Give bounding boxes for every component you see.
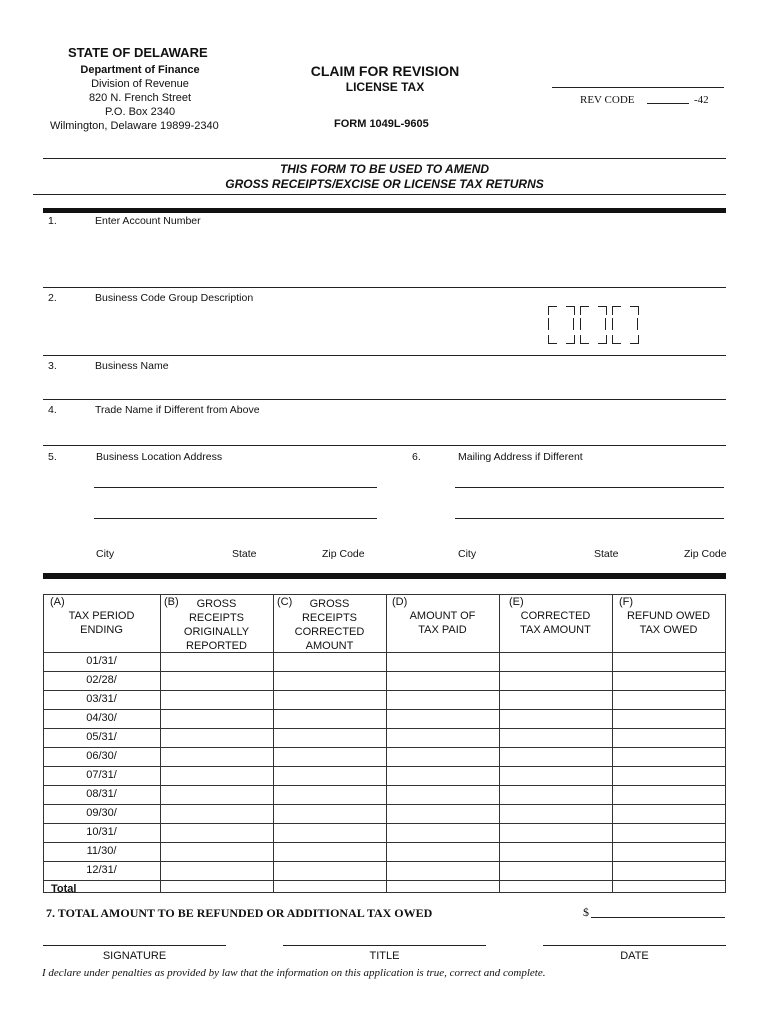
state-title: STATE OF DELAWARE [68, 45, 208, 60]
amount-cell[interactable] [161, 729, 272, 746]
amount-cell[interactable] [500, 786, 611, 803]
period-label: 12/31/ [86, 864, 117, 876]
amount-cell[interactable] [500, 767, 611, 784]
amount-cell[interactable] [274, 729, 385, 746]
amount-cell[interactable] [613, 653, 724, 670]
account-number-label: Enter Account Number [95, 215, 201, 227]
signature-label: SIGNATURE [102, 950, 167, 962]
amount-cell[interactable] [500, 843, 611, 860]
col-d-letter: (D) [392, 596, 408, 608]
business-location-label: Business Location Address [96, 451, 223, 463]
amount-cell[interactable] [274, 672, 385, 689]
col-f-header: REFUND OWED TAX OWED [626, 610, 711, 636]
field-4-number: 4. [48, 404, 57, 416]
title-line[interactable] [283, 945, 486, 946]
period-label: 01/31/ [86, 655, 117, 667]
date-label: DATE [620, 950, 649, 962]
account-number-input[interactable] [200, 214, 720, 284]
period-label: 09/30/ [86, 807, 117, 819]
amount-cell[interactable] [387, 672, 498, 689]
row-rule-1 [43, 287, 726, 288]
mailing-state-label: State [594, 548, 619, 560]
row-rule-2 [43, 355, 726, 356]
amount-cell[interactable] [161, 805, 272, 822]
business-name-label: Business Name [95, 360, 169, 372]
amount-cell[interactable] [274, 805, 385, 822]
amount-cell[interactable] [274, 710, 385, 727]
business-code-label: Business Code Group Description [95, 292, 254, 304]
period-label: 07/31/ [86, 769, 117, 781]
amount-cell[interactable] [161, 786, 272, 803]
amount-cell[interactable] [387, 805, 498, 822]
amount-cell[interactable] [500, 881, 611, 898]
declaration-text: I declare under penalties as provided by law that the information on this application is true, correct and complete. [42, 967, 546, 979]
location-address-line-1[interactable] [94, 487, 377, 488]
amount-cell[interactable] [387, 786, 498, 803]
mailing-address-label: Mailing Address if Different [458, 451, 583, 463]
amount-cell[interactable] [161, 710, 272, 727]
amount-cell[interactable] [500, 710, 611, 727]
rev-code-suffix: -42 [694, 94, 709, 106]
amount-cell[interactable] [274, 843, 385, 860]
field-1-number: 1. [48, 215, 57, 227]
col-e-header: CORRECTED TAX AMOUNT [520, 610, 591, 636]
amount-cell[interactable] [387, 691, 498, 708]
period-label: 08/31/ [86, 788, 117, 800]
period-label: 10/31/ [86, 826, 117, 838]
amount-cell[interactable] [613, 710, 724, 727]
amount-cell[interactable] [500, 805, 611, 822]
rev-code-field[interactable] [647, 103, 689, 104]
division-name: Division of Revenue [91, 78, 189, 90]
notice-line-1: THIS FORM TO BE USED TO AMEND [279, 162, 490, 176]
amount-cell[interactable] [161, 843, 272, 860]
amount-cell[interactable] [274, 767, 385, 784]
amount-cell[interactable] [161, 767, 272, 784]
col-d-header: AMOUNT OF TAX PAID [409, 610, 476, 636]
amount-cell[interactable] [161, 653, 272, 670]
field-2-number: 2. [48, 292, 57, 304]
period-label: 05/31/ [86, 731, 117, 743]
col-f-letter: (F) [619, 596, 634, 608]
amount-cell[interactable] [387, 710, 498, 727]
date-line[interactable] [543, 945, 726, 946]
street-address: 820 N. French Street [88, 92, 192, 104]
notice-top-rule [43, 158, 726, 159]
amount-cell[interactable] [500, 729, 611, 746]
col-c-letter: (C) [277, 596, 293, 608]
po-box: P.O. Box 2340 [104, 106, 176, 118]
amount-cell[interactable] [500, 691, 611, 708]
table-divider-thick [43, 573, 726, 579]
amount-cell[interactable] [500, 862, 611, 879]
field-5-number: 5. [48, 451, 57, 463]
amount-cell[interactable] [387, 862, 498, 879]
location-city-label: City [96, 548, 115, 560]
amount-cell[interactable] [500, 748, 611, 765]
mailing-zip-label: Zip Code [684, 548, 727, 560]
amount-cell[interactable] [613, 805, 724, 822]
period-label: 06/30/ [86, 750, 117, 762]
row-rule-4 [43, 445, 726, 446]
rev-code-label: REV CODE [580, 94, 635, 106]
amount-cell[interactable] [161, 672, 272, 689]
form-title: CLAIM FOR REVISION [310, 63, 460, 79]
col-c-header: GROSS RECEIPTS CORRECTED AMOUNT [294, 598, 365, 652]
row-rule-3 [43, 399, 726, 400]
amount-cell[interactable] [387, 843, 498, 860]
col-e-letter: (E) [509, 596, 524, 608]
location-zip-label: Zip Code [322, 548, 365, 560]
title-label: TITLE [369, 950, 400, 962]
amount-cell[interactable] [613, 767, 724, 784]
total-label: Total [51, 883, 77, 895]
amount-cell[interactable] [274, 862, 385, 879]
amount-cell[interactable] [613, 672, 724, 689]
amount-cell[interactable] [613, 843, 724, 860]
amount-cell[interactable] [161, 691, 272, 708]
section-divider-thick [43, 208, 726, 213]
amount-cell[interactable] [387, 767, 498, 784]
amount-cell[interactable] [613, 729, 724, 746]
col-b-header: GROSS RECEIPTS ORIGINALLY REPORTED [183, 598, 250, 652]
amount-cell[interactable] [613, 881, 724, 898]
form-subtitle: LICENSE TAX [345, 80, 425, 94]
amount-cell[interactable] [500, 672, 611, 689]
field-6-number: 6. [412, 451, 421, 463]
mailing-city-label: City [458, 548, 477, 560]
col-a-header: TAX PERIOD ENDING [68, 610, 135, 636]
total-amount-label: 7. TOTAL AMOUNT TO BE REFUNDED OR ADDITIONAL TAX OWED [46, 906, 433, 920]
amount-cell[interactable] [613, 786, 724, 803]
amount-cell[interactable] [387, 729, 498, 746]
period-label: 02/28/ [86, 674, 117, 686]
trade-name-input[interactable] [260, 402, 720, 442]
dollar-sign: $ [583, 905, 589, 919]
location-address-line-2[interactable] [94, 518, 377, 519]
amount-cell[interactable] [500, 653, 611, 670]
amount-cell[interactable] [161, 824, 272, 841]
period-label: 03/31/ [86, 693, 117, 705]
amount-cell[interactable] [274, 691, 385, 708]
amount-cell[interactable] [613, 862, 724, 879]
notice-line-2: GROSS RECEIPTS/EXCISE OR LICENSE TAX RETURNS [225, 177, 544, 191]
business-code-boxes[interactable] [548, 306, 642, 344]
department-name: Department of Finance [80, 64, 200, 76]
field-3-number: 3. [48, 360, 57, 372]
amount-cell[interactable] [613, 824, 724, 841]
amount-cell[interactable] [161, 862, 272, 879]
amount-cell[interactable] [274, 653, 385, 670]
amount-cell[interactable] [387, 881, 498, 898]
amount-cell[interactable] [387, 653, 498, 670]
amount-cell[interactable] [274, 881, 385, 898]
amount-cell[interactable] [387, 748, 498, 765]
period-label: 11/30/ [86, 845, 117, 857]
mailing-address-line-2[interactable] [455, 518, 724, 519]
amount-cell[interactable] [161, 881, 272, 898]
form-number: FORM 1049L-9605 [334, 118, 429, 130]
amount-cell[interactable] [161, 748, 272, 765]
mailing-address-line-1[interactable] [455, 487, 724, 488]
amount-cell[interactable] [613, 748, 724, 765]
amount-cell[interactable] [613, 691, 724, 708]
notice-bottom-rule [33, 194, 726, 195]
refund-table [43, 594, 726, 893]
amount-cell[interactable] [274, 824, 385, 841]
trade-name-label: Trade Name if Different from Above [95, 404, 260, 416]
city-state-zip: Wilmington, Delaware 19899-2340 [50, 120, 219, 132]
signature-line[interactable] [43, 945, 226, 946]
amount-cell[interactable] [500, 824, 611, 841]
total-amount-field[interactable] [591, 917, 725, 918]
business-name-input[interactable] [180, 358, 720, 396]
location-state-label: State [232, 548, 257, 560]
col-b-letter: (B) [164, 596, 179, 608]
rev-code-top-line [552, 87, 724, 88]
amount-cell[interactable] [274, 748, 385, 765]
col-a-letter: (A) [50, 596, 65, 608]
period-label: 04/30/ [86, 712, 117, 724]
amount-cell[interactable] [387, 824, 498, 841]
amount-cell[interactable] [274, 786, 385, 803]
